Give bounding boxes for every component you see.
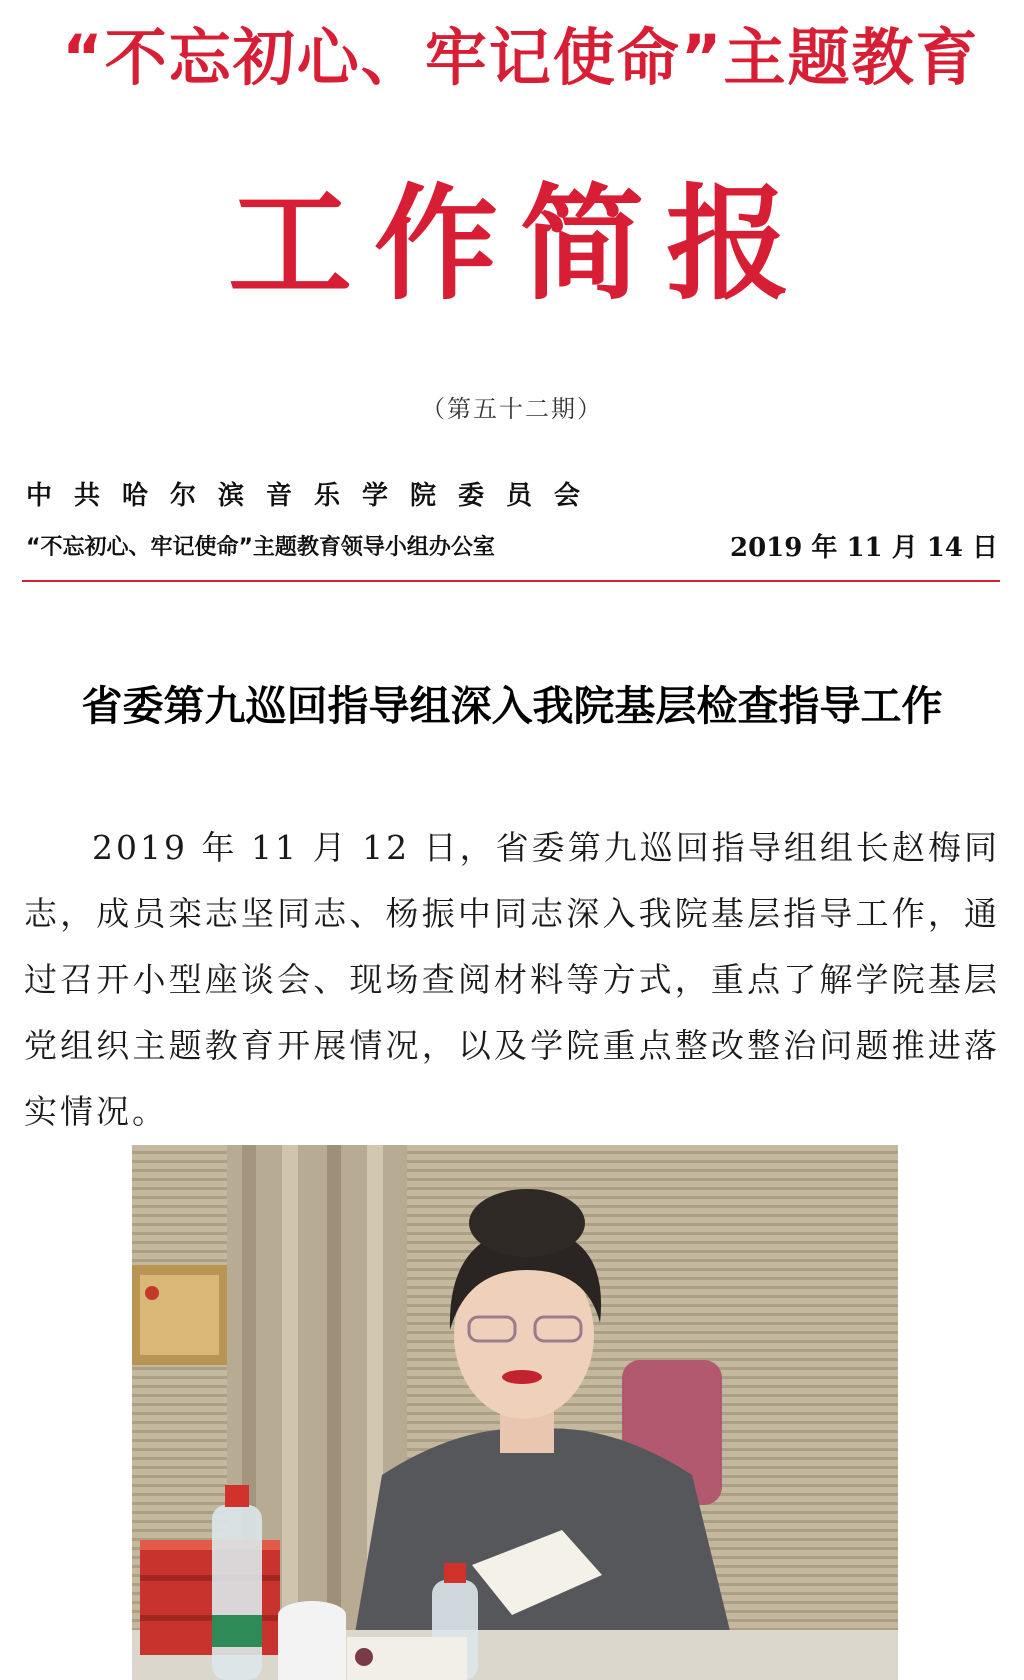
banner-title: “不忘初心、牢记使命”主题教育 xyxy=(62,21,980,94)
photo-illustration xyxy=(132,1145,898,1680)
issue-number: （第五十二期） xyxy=(421,395,603,423)
issuer-name: 中共哈尔滨音乐学院委员会 xyxy=(26,481,603,511)
article-photo xyxy=(132,1145,898,1680)
header-divider xyxy=(22,580,1000,582)
masthead-title: 工作简报 xyxy=(227,172,812,317)
article-paragraph: 2019 年 11 月 12 日，省委第九巡回指导组组长赵梅同志，成员栾志坚同志、杨振中同志深入我院基层指导工作，通过召开小型座谈会、现场查阅材料等方式，重点了解学院基层党组织主题教育开展情况，以及学院重点整改整治问题推进落实情况。 xyxy=(24,828,1000,1131)
issue-date: 2019 年 11 月 14 日 xyxy=(730,533,998,563)
office-name: “不忘初心、牢记使命”主题教育领导小组办公室 xyxy=(26,535,495,560)
article-title: 省委第九巡回指导组深入我院基层检查指导工作 xyxy=(81,682,943,730)
